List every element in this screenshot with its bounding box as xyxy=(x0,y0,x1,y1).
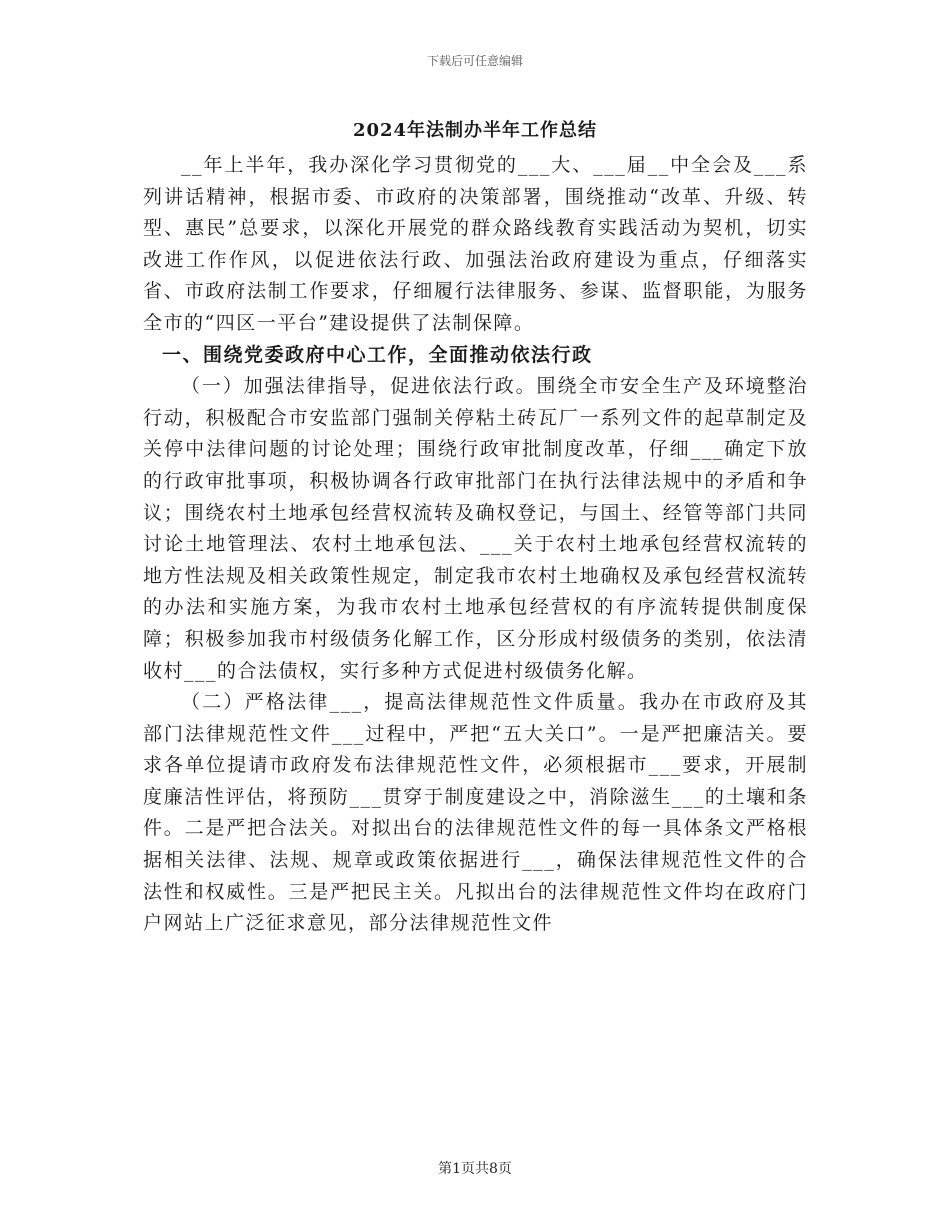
page-footer: 第1页共8页 xyxy=(438,1161,512,1177)
document-title: 2024年法制办半年工作总结 xyxy=(352,120,598,141)
section-heading: 一、围绕党委政府中心工作，全面推动依法行政 xyxy=(162,343,593,366)
document-body xyxy=(143,150,808,940)
paragraph-1: （一）加强法律指导，促进依法行政。围绕全市安全生产及环境整治行动，积极配合市安监部门强制关停粘土砖瓦厂一系列文件的起草制定及关停中法律问题的讨论处理；围绕行政审批制度改革，仔细___确定下放的行政审批事项，积极协调各行政审批部门在执行法律法规中的矛盾和争议；围绕农村土地承包经营权流转及确权登记，与国土、经管等部门共同讨论土地管理法、农村土地承包法、___关于农村土地承包经营权流转的地方性法规及相关政策性规定，制定我市农村土地确权及承包经营权流转的办法和实施方案，为我市农村土地承包经营权的有序流转提供制度保障；积极参加我市村级债务化解工作，区分形成村级债务的类别，依法清收村___的合法债权，实行多种方式促进村级债务化解。 xyxy=(143,375,808,682)
intro-paragraph: __年上半年，我办深化学习贯彻党的___大、___届__中全会及___系列讲话精神，根据市委、市政府的决策部署，围绕推动“改革、升级、转型、惠民”总要求，以深化开展党的群众路线教育实践活动为契机，切实改进工作作风，以促进依法行政、加强法治政府建设为重点，仔细落实省、市政府法制工作要求，仔细履行法律服务、参谋、监督职能，为服务全市的“四区一平台”建设提供了法制保障。 xyxy=(143,154,808,334)
page-header-note: 下载后可任意编辑 xyxy=(426,54,523,68)
paragraph-2: （二）严格法律___，提高法律规范性文件质量。我办在市政府及其部门法律规范性文件___过程中，严把“五大关口”。一是严把廉洁关。要求各单位提请市政府发布法律规范性文件，必须根据市___要求，开展制度廉洁性评估，将预防___贯穿于制度建设之中，消除滋生___的土壤和条件。二是严把合法关。对拟出台的法律规范性文件的每一具体条文严格根据相关法律、法规、规章或政策依据进行___，确保法律规范性文件的合法性和权威性。三是严把民主关。凡拟出台的法律规范性文件均在政府门户网站上广泛征求意见，部分法律规范性文件 xyxy=(143,691,808,935)
